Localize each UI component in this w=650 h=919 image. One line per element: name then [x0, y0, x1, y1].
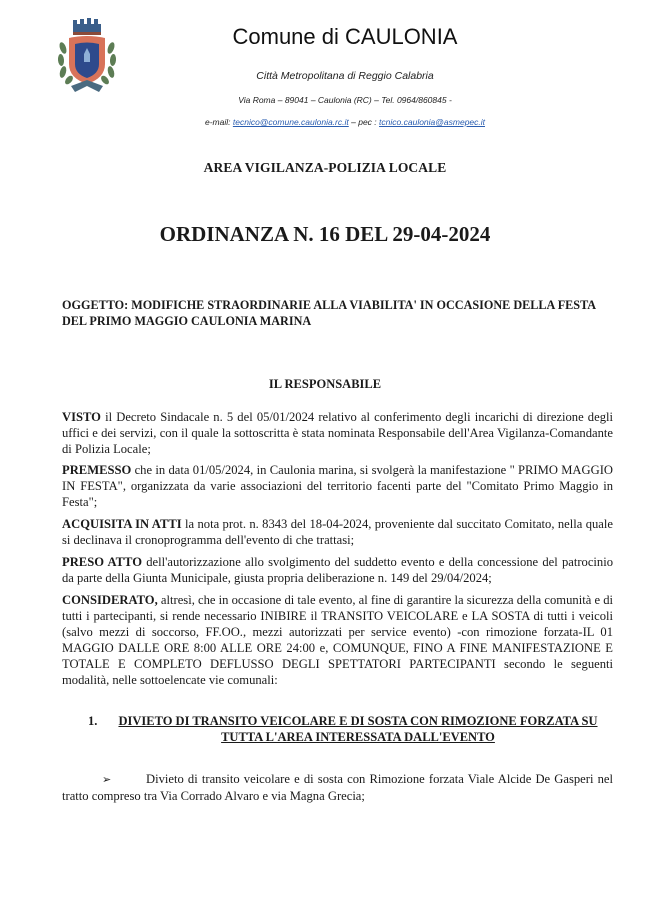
paragraph-lead: VISTO	[62, 410, 101, 424]
municipality-subtitle: Città Metropolitana di Reggio Calabria	[256, 70, 434, 82]
paragraph-lead: PRESO ATTO	[62, 555, 143, 569]
paragraph-text: la nota prot. n. 8343 del 18-04-2024, proveniente dal succitato Comitato, nella quale si declinava il cronoprogramma dell'evento di che trattasi;	[62, 517, 613, 547]
responsible-heading: IL RESPONSABILE	[268, 377, 382, 391]
section-heading-1	[88, 713, 612, 745]
municipality-address: Via Roma – 89041 – Caulonia (RC) – Tel. 0964/860845 -	[238, 95, 452, 105]
paragraph-considerato	[62, 592, 613, 688]
section-number: 1.	[88, 714, 98, 728]
paragraph-text: che in data 01/05/2024, in Caulonia marina, si svolgerà la manifestazione " PRIMO MAGGIO IN FESTA", organizzata da varie associazioni del territorio facenti parte del "Comitato Primo Maggio in Festa";	[62, 463, 613, 509]
pec-label: – pec :	[351, 117, 377, 127]
municipality-title: Comune di CAULONIA	[232, 24, 458, 49]
department-heading: AREA VIGILANZA-POLIZIA LOCALE	[203, 160, 447, 175]
pec-link[interactable]: tcnico.caulonia@asmepec.it	[379, 117, 486, 127]
arrow-bullet-icon: ➢	[102, 774, 112, 786]
paragraph-text: il Decreto Sindacale n. 5 del 05/01/2024 relativo al conferimento degli incarichi di direzione degli uffici e dei servizi, con il quale la sottoscritta è stata nominata Responsabile dell'Area Vigilanza-Comandante di Polizia Locale;	[62, 410, 613, 456]
subject-line: OGGETTO: MODIFICHE STRAORDINARIE ALLA VIABILITA' IN OCCASIONE DELLA FESTA DEL PRIMO MAGGIO CAULONIA MARINA	[62, 298, 596, 328]
paragraph-lead: ACQUISITA IN ATTI	[62, 517, 182, 531]
email-label: e-mail:	[204, 117, 231, 127]
paragraph-text: altresì, che in occasione di tale evento, al fine di garantire la sicurezza della comunità e di tutti i partecipanti, si rende necessario INIBIRE il TRANSITO VEICOLARE e LA SOSTA di tutti i veicoli (salvo mezzi di soccorso, FF.OO., mezzi autorizzati per service evento) -con rimozione forzata-IL 01 MAGGIO DALLE ORE 8:00 ALLE ORE 24:00 e, COMUNQUE, FINO A FINE MANIFESTAZIONE E TOTALE E COMPLETO DEFLUSSO DEGLI SPETTATORI PARTECIPANTI secondo le seguenti modalità, nelle sottoelencate vie comunali:	[62, 593, 613, 687]
paragraph-visto	[62, 409, 613, 457]
email-link[interactable]: tecnico@comune.caulonia.rc.it	[232, 117, 349, 127]
paragraph-preso-atto	[62, 554, 613, 586]
list-item-text: Divieto di transito veicolare e di sosta con Rimozione forzata Viale Alcide De Gasperi nel tratto compreso tra Via Corrado Alvaro e via Magna Grecia;	[62, 772, 613, 803]
ordinance-title: ORDINANZA N. 16 DEL 29-04-2024	[159, 222, 491, 246]
section-title: DIVIETO DI TRANSITO VEICOLARE E DI SOSTA CON RIMOZIONE FORZATA SU TUTTA L'AREA INTERESSATA DALL'EVENTO	[118, 714, 598, 744]
list-item	[62, 771, 613, 804]
paragraph-lead: PREMESSO	[62, 463, 132, 477]
paragraph-acquisita	[62, 516, 613, 548]
paragraph-premesso	[62, 462, 613, 510]
contact-line	[0, 117, 650, 127]
paragraph-text: dell'autorizzazione allo svolgimento del suddetto evento e della concessione del patrocinio da parte della Giunta Municipale, giusta propria deliberazione n. 149 del 29/04/2024;	[62, 555, 614, 585]
paragraph-lead: CONSIDERATO,	[62, 593, 158, 607]
